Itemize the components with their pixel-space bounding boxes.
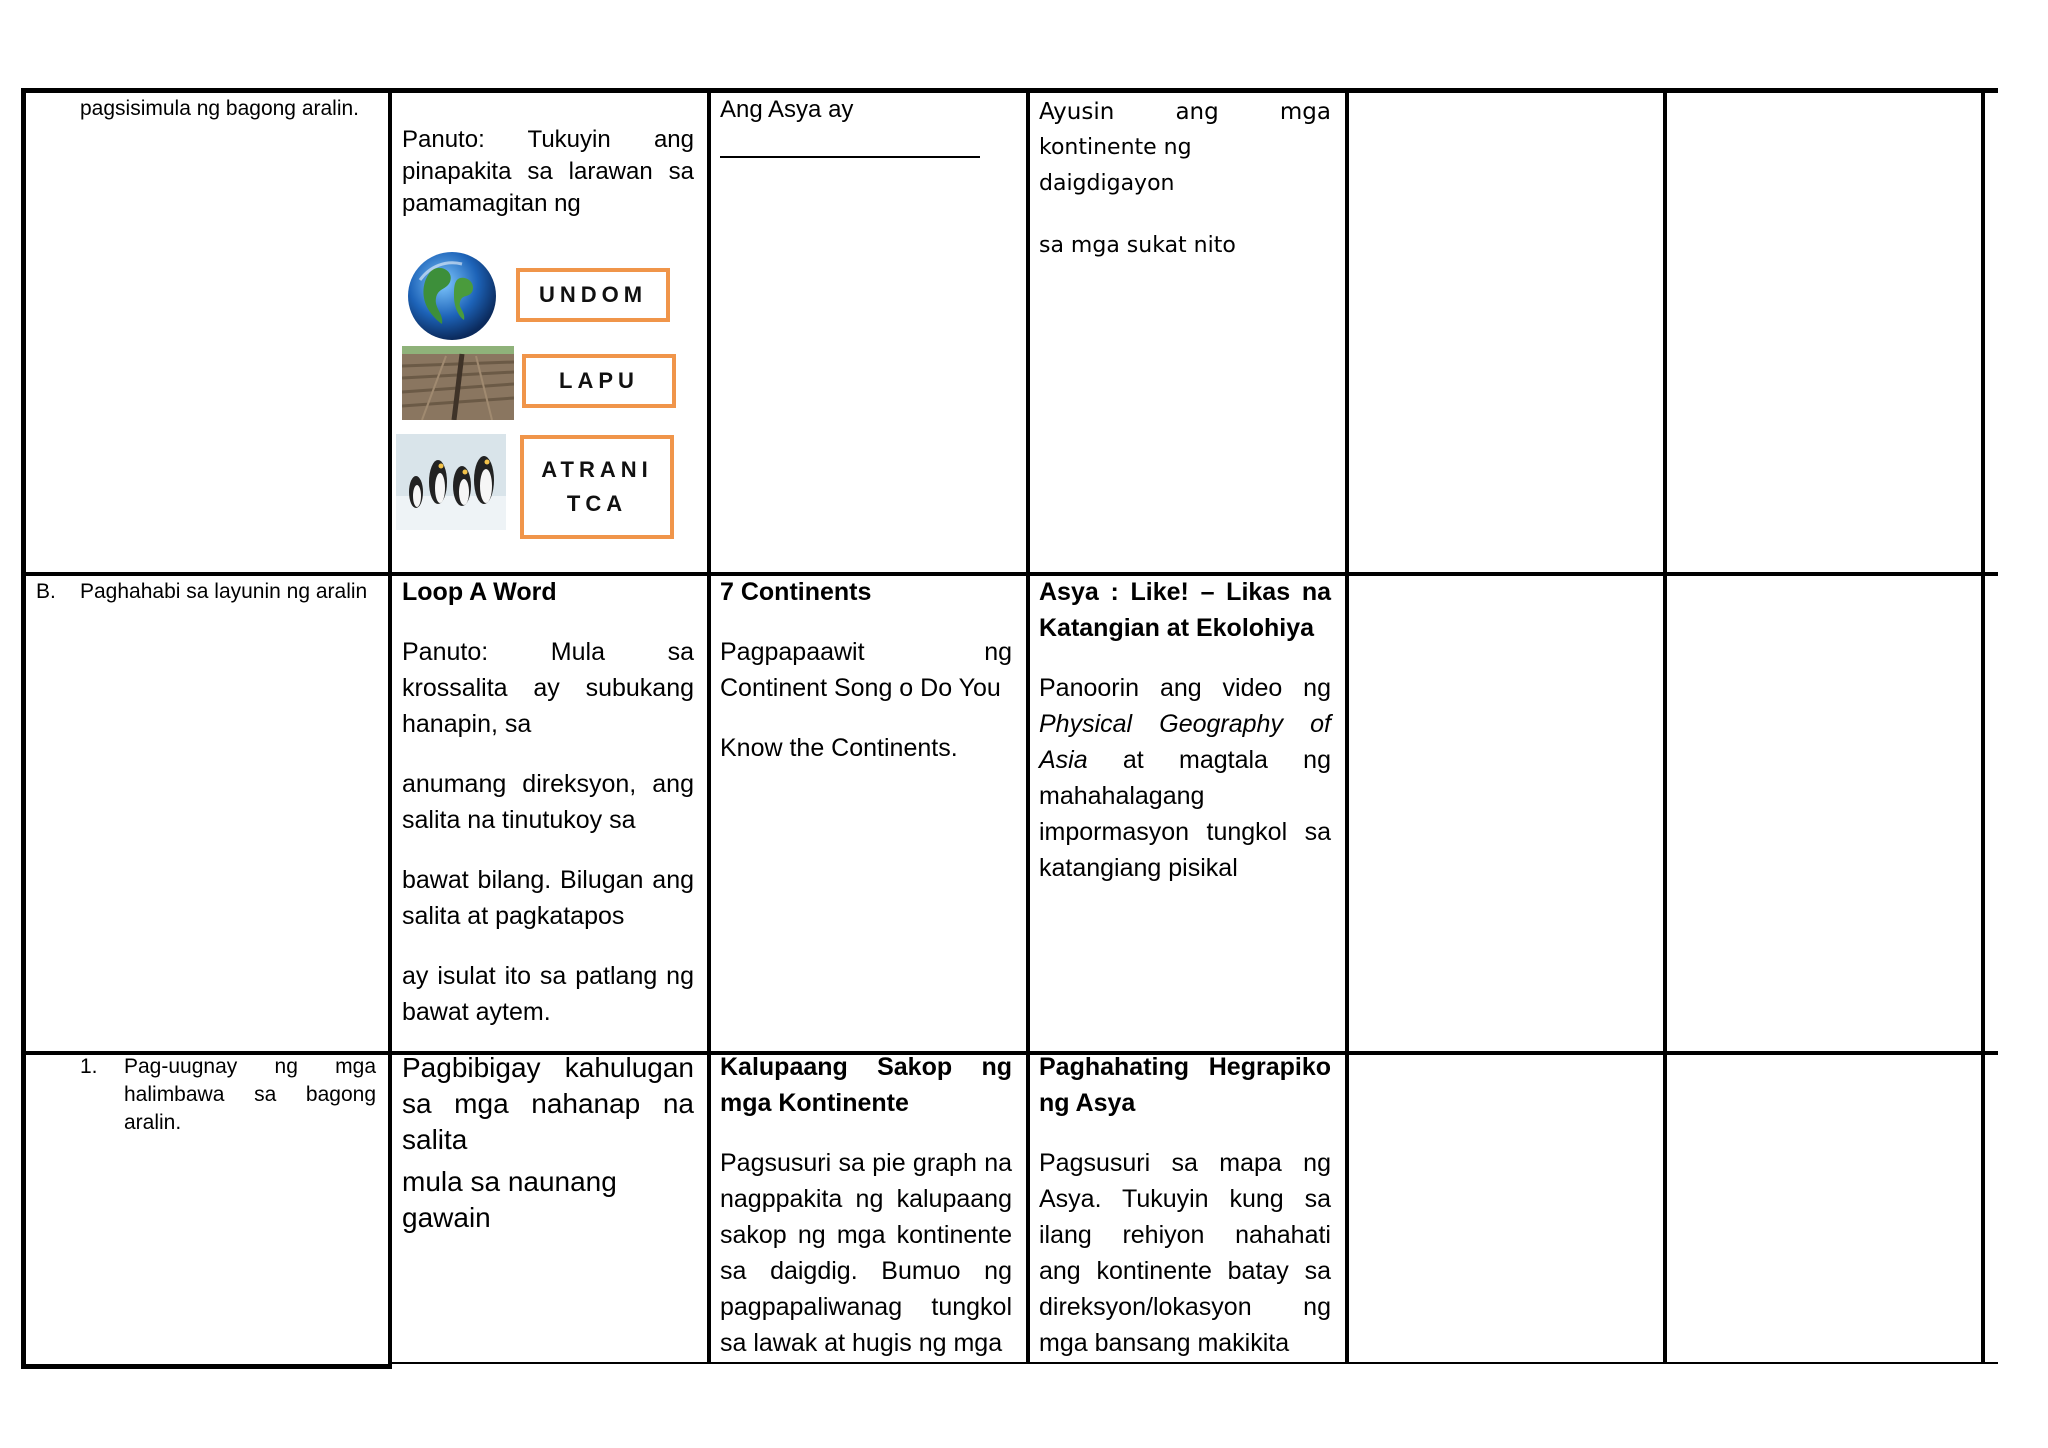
row2-col2-cell: [402, 574, 694, 1030]
row2-col1-cell: [36, 578, 386, 606]
row2-col4-title: Asya : Like! – Likas na Katangian at Ekolohiya: [1039, 578, 1331, 642]
col-divider-5: [1663, 88, 1667, 1364]
row3-col4-cell: [1039, 1049, 1331, 1361]
row2-col4-paragraph: Panoorin ang video ng Physical Geography of Asia at magtala ng mahahalagang impormasyon tungkol sa katangiang pisikal: [1039, 674, 1331, 882]
row3-col2-p2: mula sa naunang gawain: [402, 1166, 617, 1233]
puzzle-letters-3a: ATRANI: [541, 457, 653, 482]
row1-procedure-label: pagsisimula ng bagong aralin.: [80, 97, 360, 120]
row3-col3-title: Kalupaang Sakop ng mga Kontinente: [720, 1053, 1012, 1117]
penguins-icon: [396, 434, 506, 530]
puzzle-box-2: [522, 354, 676, 408]
row3-col1-cell: [80, 1053, 376, 1137]
col-divider-2: [707, 88, 711, 1364]
puzzle-letters-1: UNDOM: [538, 282, 648, 307]
row3-col3-p1: Pagsusuri sa pie graph na nagppakita ng kalupaang sakop ng mga kontinente sa daigdig. Bumuo ng pagpapaliwanag tungkol sa lawak at hugis ng mga: [720, 1149, 1012, 1357]
row3-col2-cell: [402, 1050, 694, 1236]
row1-asia-prompt: Ang Asya ay: [720, 96, 854, 123]
col-divider-4: [1345, 88, 1349, 1364]
table-bottom-border-rest: [390, 1362, 1998, 1364]
row1-col2-cell: [402, 124, 694, 220]
row1-col4-line1: Ayusin ang mga: [1039, 99, 1331, 125]
row3-col4-p1: Pagsusuri sa mapa ng Asya. Tukuyin kung sa ilang rehiyon nahahati ang kontinente batay sa direksyon/lokasyon ng mga bansang makikita: [1039, 1149, 1331, 1357]
table-top-border: [21, 88, 1998, 93]
puzzle-box-1: [516, 268, 670, 322]
row3-procedure-label: Pag-uugnay ng mga halimbawa sa bagong aralin.: [124, 1055, 376, 1134]
row3-marker: 1.: [80, 1055, 98, 1078]
row2-col2-p2: anumang direksyon, ang salita na tinutukoy sa: [402, 770, 694, 834]
row1-col3-cell: [720, 94, 1010, 158]
farmland-field-icon: [402, 346, 514, 420]
table-bottom-border-col1: [21, 1364, 392, 1369]
puzzle-letters-3b: TCA: [566, 491, 628, 516]
row2-col3-p1: Pagpapaawit ng Continent Song o Do You: [720, 638, 1012, 702]
earth-globe-icon: [402, 250, 502, 342]
row3-col4-title: Paghahating Hegrapiko ng Asya: [1039, 1053, 1331, 1117]
row1-col4-line2: kontinente ng daigdigayon: [1039, 135, 1192, 196]
answer-blank-line: [720, 126, 980, 158]
col-divider-3: [1026, 88, 1030, 1364]
row2-col3-p2: Know the Continents.: [720, 734, 958, 762]
col-divider-1: [388, 88, 392, 1369]
row2-col3-cell: [720, 574, 1012, 766]
row2-col2-p1: Panuto: Mula sa krossalita ay subukang hanapin, sa: [402, 638, 694, 738]
row2-col2-p4: ay isulat ito sa patlang ng bawat aytem.: [402, 962, 694, 1026]
row1-col4-line3: sa mga sukat nito: [1039, 233, 1236, 258]
row2-col2-title: Loop A Word: [402, 578, 557, 606]
row3-col2-p1: Pagbibigay kahulugan sa mga nahanap na salita: [402, 1052, 694, 1155]
row2-col4-cell: [1039, 574, 1331, 886]
puzzle-box-3: [520, 435, 674, 539]
row1-instruction-text: Panuto: Tukuyin ang pinapakita sa larawan sa pamamagitan ng: [402, 126, 694, 217]
puzzle-letters-2: LAPU: [559, 368, 639, 393]
row2-col3-title: 7 Continents: [720, 578, 872, 606]
row2-col2-p3: bawat bilang. Bilugan ang salita at pagkatapos: [402, 866, 694, 930]
row1-col1-cell: [80, 95, 380, 123]
row2-marker: B.: [36, 580, 56, 603]
row3-col3-cell: [720, 1049, 1012, 1361]
row1-col4-cell: [1039, 94, 1331, 264]
row2-procedure-label: Paghahabi sa layunin ng aralin: [80, 580, 368, 603]
table-left-border: [21, 88, 26, 1369]
table-right-border: [1981, 88, 1985, 1364]
